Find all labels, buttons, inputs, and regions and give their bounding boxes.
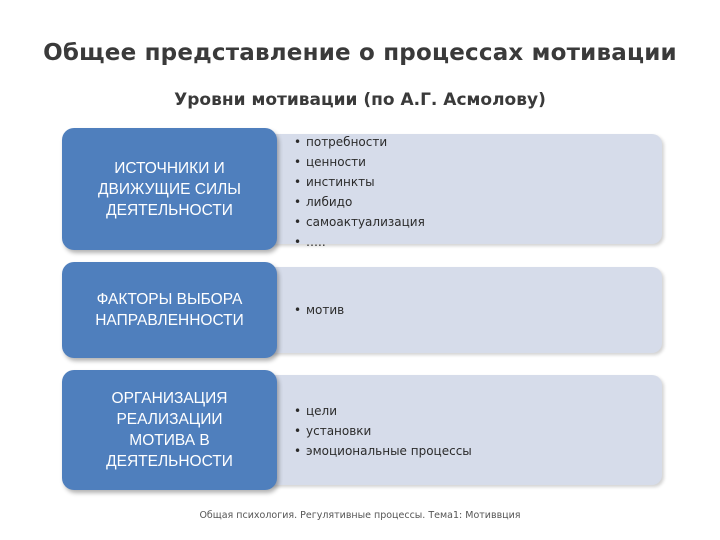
list-item: • …..: [294, 232, 425, 252]
level-items-list: [294, 132, 425, 252]
level-row-factors: [62, 262, 662, 358]
list-item: • установки: [294, 421, 472, 441]
list-item: • мотив: [294, 300, 344, 320]
level-label-box: [62, 370, 277, 490]
level-label: ИСТОЧНИКИ И ДВИЖУЩИЕ СИЛЫ ДЕЯТЕЛЬНОСТИ: [97, 159, 242, 219]
slide-subtitle: Уровни мотивации (по А.Г. Асмолову): [174, 90, 546, 110]
slide-title: Общее представление о процессах мотивации: [43, 40, 677, 66]
level-row-organization: [62, 370, 662, 490]
list-item: • эмоциональные процессы: [294, 441, 472, 461]
list-item: • инстинкты: [294, 172, 425, 192]
level-label-box: [62, 128, 277, 250]
list-item: • ценности: [294, 152, 425, 172]
level-label-box: [62, 262, 277, 358]
level-items-list: [294, 300, 344, 320]
level-label: ФАКТОРЫ ВЫБОРА НАПРАВЛЕННОСТИ: [95, 291, 244, 329]
level-label: ОРГАНИЗАЦИЯ РЕАЛИЗАЦИИ МОТИВА В ДЕЯТЕЛЬНОСТИ: [106, 390, 233, 470]
level-items-list: [294, 401, 472, 461]
slide-footer: Общая психология. Регулятивные процессы. Тема1: Мотиввция: [199, 510, 521, 521]
list-item: • либидо: [294, 192, 425, 212]
level-row-sources: [62, 128, 662, 250]
list-item: • потребности: [294, 132, 425, 152]
list-item: • цели: [294, 401, 472, 421]
list-item: • самоактуализация: [294, 212, 425, 232]
